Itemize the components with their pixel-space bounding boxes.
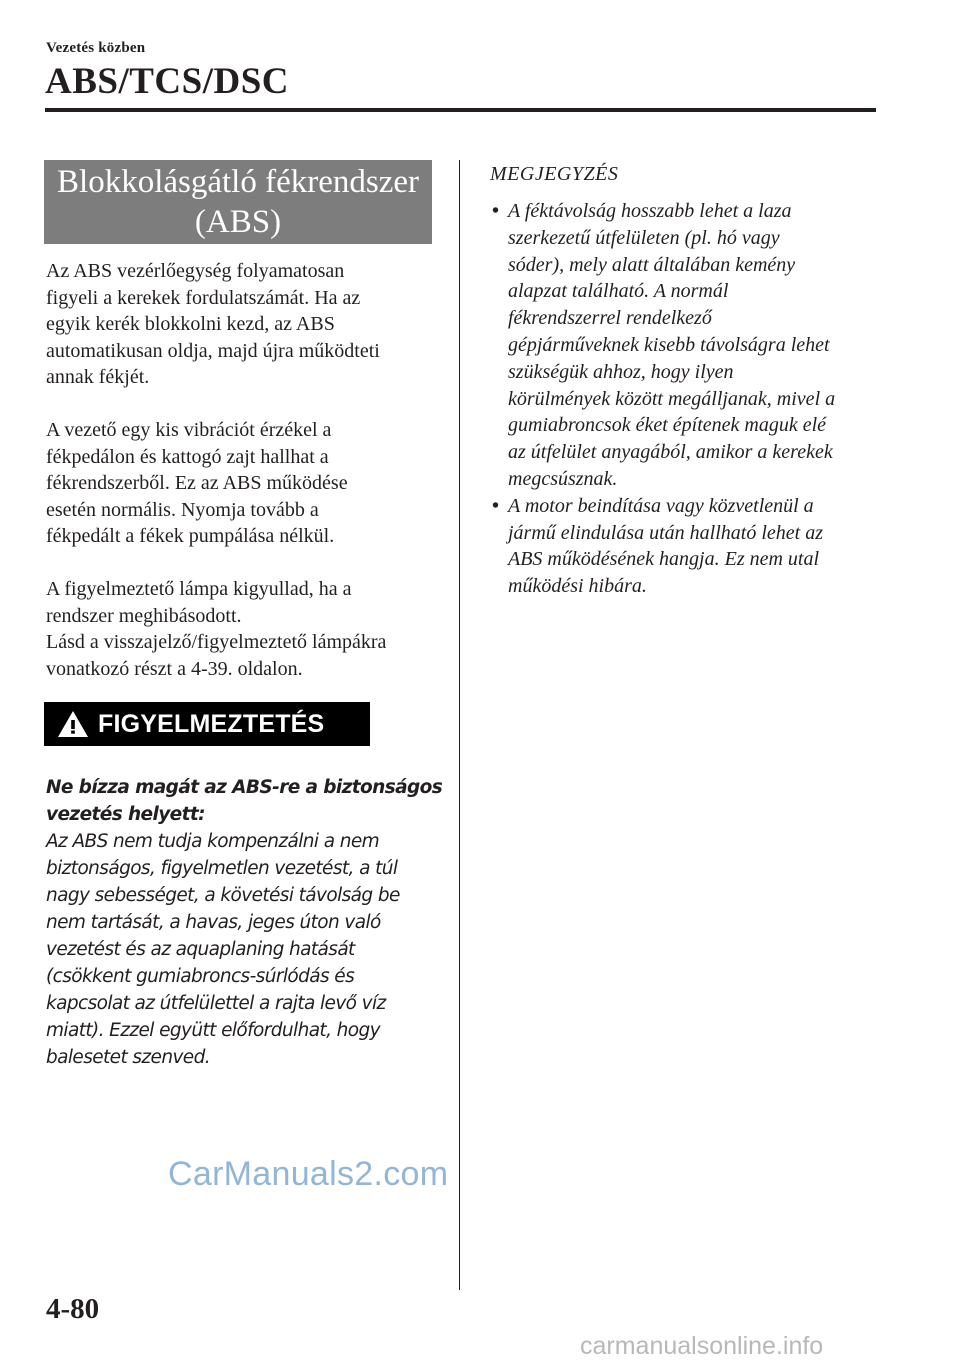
footer-watermark[interactable]: carmanualsonline.info bbox=[580, 1332, 824, 1360]
section-kicker: Vezetés közben bbox=[46, 40, 146, 56]
bullet: • bbox=[492, 200, 500, 222]
warning-triangle-icon bbox=[56, 709, 90, 739]
column-divider bbox=[459, 160, 460, 1290]
warning-body: Az ABS nem tudja kompenzálni a nem biztonságos, figyelmetlen vezetést, a túl nagy sebességet, a követési távolság be nem tartását, a havas, jeges úton való vezetést és az aquaplaning hatását (csökkent gumiabroncs-súrlódás és kapcsolat az útfelülettel a rajta levő víz miatt). Ezzel együtt előfordulhat, hogy balesetet szenved. bbox=[46, 831, 400, 1068]
note-list bbox=[490, 198, 890, 600]
body-paragraph: A vezető egy kis vibrációt érzékel a fékpedálon és kattogó zajt hallhat a fékrendszerből. Ez az ABS működése esetén normális. Nyomja tovább a fékpedált a fékek pumpálása nélkül. bbox=[46, 418, 348, 548]
warning-label: FIGYELMEZTETÉS bbox=[98, 709, 325, 738]
watermark-brand[interactable]: CarManuals2.com bbox=[168, 1155, 449, 1193]
note-item-text: A motor beindítása vagy közvetlenül a jármű elindulása után hallható lehet az ABS működésének hangja. Ez nem utal működési hibára. bbox=[508, 494, 823, 598]
body-column bbox=[46, 258, 446, 708]
body-paragraph: Az ABS vezérlőegység folyamatosan figyeli a kerekek fordulatszámát. Ha az egyik kerék blokkolni kezd, az ABS automatikusan oldja, majd újra működteti annak fékjét. bbox=[46, 260, 380, 389]
warning-banner bbox=[44, 702, 370, 746]
header-rule bbox=[45, 108, 876, 112]
warning-heading: Ne bízza magát az ABS-re a biztonságos vezetés helyett: bbox=[46, 777, 443, 825]
section-title: ABS/TCS/DSC bbox=[45, 61, 290, 102]
note-item bbox=[490, 198, 890, 493]
note-item bbox=[490, 493, 890, 600]
title-block: Blokkolásgátló fékrendszer (ABS) bbox=[44, 160, 432, 244]
warning-text bbox=[46, 774, 446, 1071]
page-number: 4-80 bbox=[46, 1293, 100, 1325]
body-paragraph: A figyelmeztető lámpa kigyullad, ha a rendszer meghibásodott. Lásd a visszajelző/figyelmeztető lámpákra vonatkozó részt a 4-39. oldalon. bbox=[46, 577, 387, 680]
note-item-text: A féktávolság hosszabb lehet a laza szerkezetű útfelületen (pl. hó vagy sóder), mely alatt általában kemény alapzat található. A normál fékrendszerrel rendelkező gépjárműveknek kisebb távolságra lehet szükségük ahhoz, hogy ilyen körülmények között megálljanak, mivel a gumiabroncsok éket építenek maguk elé az útfelület anyagából, amikor a kerekek megcsúsznak. bbox=[508, 200, 836, 490]
note-heading: MEGJEGYZÉS bbox=[490, 163, 619, 185]
bullet: • bbox=[492, 494, 500, 517]
